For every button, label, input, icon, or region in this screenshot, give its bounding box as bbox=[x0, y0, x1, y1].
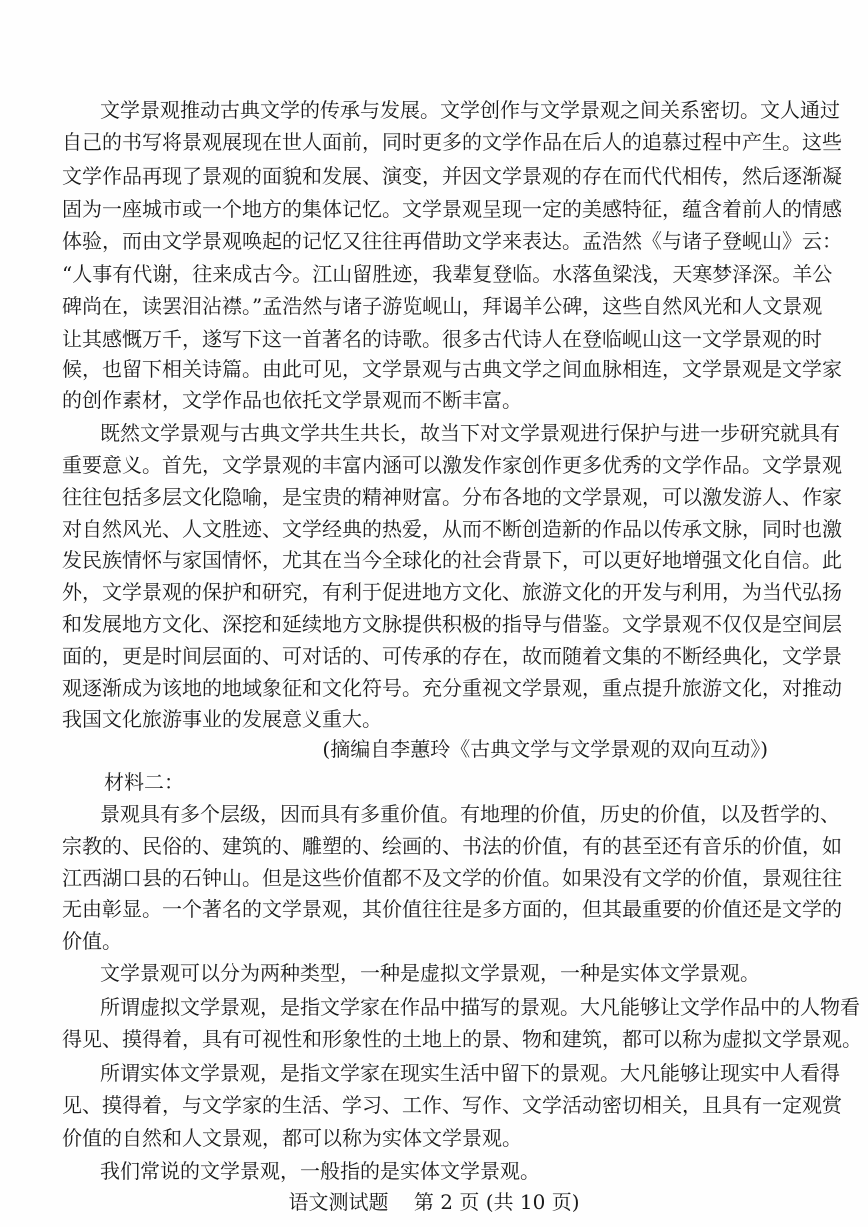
paragraph2-line: 往往包括多层文化隐喻，是宝贵的精神财富。分布各地的文学景观，可以激发游人、作家 bbox=[62, 485, 842, 509]
paragraph5-line: 得见、摸得着，具有可视性和形象性的土地上的景、物和建筑，都可以称为虚拟文学景观。 bbox=[62, 1027, 862, 1051]
paragraph3-line: 江西湖口县的石钟山。但是这些价值都不及文学的价值。如果没有文学的价值，景观往往 bbox=[62, 866, 842, 890]
paragraph2-line: 对自然风光、人文胜迹、文学经典的热爱，从而不断创造新的作品以传承文脉，同时也激 bbox=[62, 517, 842, 541]
paragraph2-line: 和发展地方文化、深挖和延续地方文脉提供积极的指导与借鉴。文学景观不仅仅是空间层 bbox=[62, 612, 842, 636]
paragraph1-line: 固为一座城市或一个地方的集体记忆。文学景观呈现一定的美感特征，蕴含着前人的情感 bbox=[62, 197, 842, 221]
page-footer: 语文测试题 第 2 页 (共 10 页) bbox=[288, 1190, 580, 1214]
paragraph2-line: 既然文学景观与古典文学共生共长，故当下对文学景观进行保护与进一步研究就具有 bbox=[100, 421, 840, 445]
paragraph6-line: 所谓实体文学景观，是指文学家在现实生活中留下的景观。大凡能够让现实中人看得 bbox=[100, 1061, 840, 1085]
paragraph7-line: 我们常说的文学景观，一般指的是实体文学景观。 bbox=[100, 1159, 540, 1183]
paragraph3-line: 宗教的、民俗的、建筑的、雕塑的、绘画的、书法的价值，有的甚至还有音乐的价值，如 bbox=[62, 834, 842, 858]
paragraph1-line: 碑尚在，读罢泪沾襟。”孟浩然与诸子游览岘山，拜谒羊公碑，这些自然风光和人文景观 bbox=[62, 294, 823, 318]
material-label: 材料二： bbox=[104, 770, 184, 794]
paragraph3-line: 无由彰显。一个著名的文学景观，其价值往往是多方面的，但其最重要的价值还是文学的 bbox=[62, 897, 842, 921]
paragraph1-line: 让其感慨万千，遂写下这一首著名的诗歌。很多古代诗人在登临岘山这一文学景观的时 bbox=[62, 327, 822, 351]
source-attribution: (摘编自李蕙玲《古典文学与文学景观的双向互动》) bbox=[322, 737, 768, 761]
paragraph3-line: 价值。 bbox=[62, 929, 122, 953]
paragraph5-line: 所谓虚拟文学景观，是指文学家在作品中描写的景观。大凡能够让文学作品中的人物看 bbox=[100, 995, 860, 1019]
paragraph2-line: 发民族情怀与家国情怀，尤其在当今全球化的社会背景下，可以更好地增强文化自信。此 bbox=[62, 548, 842, 572]
paragraph1-line: 自己的书写将景观展现在世人面前，同时更多的文学作品在后人的追慕过程中产生。这些 bbox=[62, 130, 842, 154]
paragraph6-line: 价值的自然和人文景观，都可以称为实体文学景观。 bbox=[62, 1126, 522, 1150]
paragraph2-line: 观逐渐成为该地的地域象征和文化符号。充分重视文学景观，重点提升旅游文化，对推动 bbox=[62, 676, 842, 700]
paragraph1-line: 体验，而由文学景观唤起的记忆又往往再借助文学来表达。孟浩然《与诸子登岘山》云： bbox=[62, 229, 842, 253]
paragraph4-line: 文学景观可以分为两种类型，一种是虚拟文学景观，一种是实体文学景观。 bbox=[100, 961, 760, 985]
paragraph1-line: 的创作素材，文学作品也依托文学景观而不断丰富。 bbox=[62, 388, 522, 412]
paragraph3-line: 景观具有多个层级，因而具有多重价值。有地理的价值，历史的价值，以及哲学的、 bbox=[100, 802, 840, 826]
paragraph2-line: 面的，更是时间层面的、可对话的、可传承的存在，故而随着文集的不断经典化，文学景 bbox=[62, 644, 842, 668]
paragraph1-line: “人事有代谢，往来成古今。江山留胜迹，我辈复登临。水落鱼梁浅，天寒梦泽深。羊公 bbox=[62, 262, 833, 286]
paragraph1-line: 文学作品再现了景观的面貌和发展、演变，并因文学景观的存在而代代相传，然后逐渐凝 bbox=[62, 164, 842, 188]
paragraph2-line: 外，文学景观的保护和研究，有利于促进地方文化、旅游文化的开发与利用，为当代弘扬 bbox=[62, 580, 842, 604]
paragraph1-line: 候，也留下相关诗篇。由此可见，文学景观与古典文学之间血脉相连，文学景观是文学家 bbox=[62, 357, 842, 381]
paragraph2-line: 重要意义。首先，文学景观的丰富内涵可以激发作家创作更多优秀的文学作品。文学景观 bbox=[62, 453, 842, 477]
paragraph6-line: 见、摸得着，与文学家的生活、学习、工作、写作、文学活动密切相关，且具有一定观赏 bbox=[62, 1093, 842, 1117]
paragraph1-line: 文学景观推动古典文学的传承与发展。文学创作与文学景观之间关系密切。文人通过 bbox=[100, 98, 840, 122]
paragraph2-line: 我国文化旅游事业的发展意义重大。 bbox=[62, 707, 382, 731]
